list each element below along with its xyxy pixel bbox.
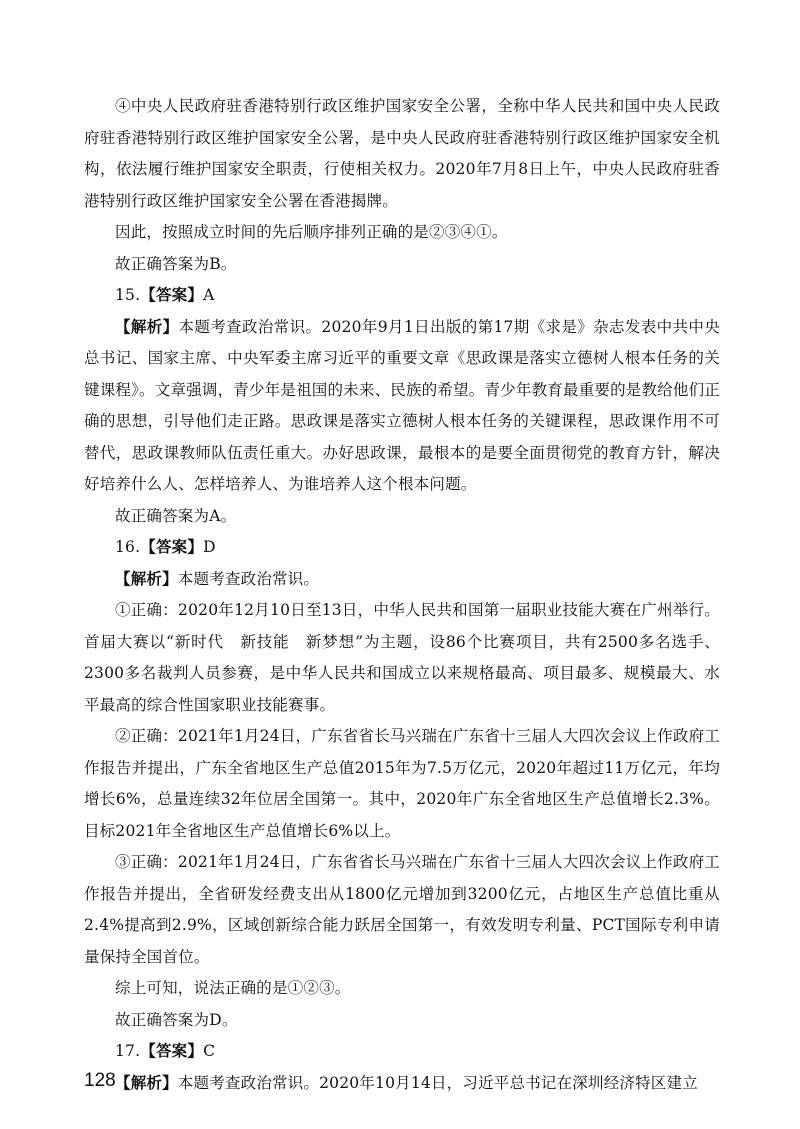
analysis-text: 本题考查政治常识。 [177,569,320,588]
answer-label: 【答案】 [140,538,204,556]
q16-item-3: ③正确：2021年1月24日，广东省省长马兴瑞在广东省十三届人大四次会议上作政府工作报告并提出，全省研发经费支出从1800亿元增加到3200亿元，占地区生产总值比重从2.4%提高到2.9%，区域创新综合能力跃居全国第一，有效发明专利量、PCT国际专利申请量保持全国首位。 [84,853,720,966]
question-number: 16. [115,538,141,556]
q17-analysis [84,1068,720,1100]
answer-value: D [203,538,216,556]
q16-answer-line [84,532,720,564]
q16-final-answer: 故正确答案为D。 [115,1010,238,1029]
analysis-label: 【解析】 [115,569,178,588]
q16-item-2: ②正确：2021年1月24日，广东省省长马兴瑞在广东省十三届人大四次会议上作政府工作报告并提出，广东全省地区生产总值2015年为7.5万亿元，2020年超过11万亿元，年均增长6%，总量连续32年位居全国第一。其中，2020年广东全省地区生产总值增长2.3%。目标2021年全省地区生产总值增长6%以上。 [84,727,720,840]
answer-value: C [203,1042,216,1060]
q17-answer-line [84,1036,720,1068]
q15-final-answer: 故正确答案为A。 [115,506,237,525]
question-number: 17. [115,1042,141,1060]
q14-item-4: ④中央人民政府驻香港特别行政区维护国家安全公署，全称中华人民共和国中央人民政府驻香港特别行政区维护国家安全公署，是中央人民政府驻香港特别行政区维护国家安全机构，依法履行维护国家安全职责，行使相关权力。2020年7月8日上午，中央人民政府驻香港特别行政区维护国家安全公署在香港揭牌。 [84,97,720,210]
q15-analysis [84,312,720,501]
answer-label: 【答案】 [140,1042,204,1060]
answer-value: A [203,286,215,304]
analysis-label: 【解析】 [115,317,179,336]
page-number: 128 [84,1070,116,1091]
question-number: 15. [115,286,141,304]
q16-analysis [84,564,720,596]
analysis-label: 【解析】 [115,1073,178,1092]
document-body [84,91,720,1099]
answer-label: 【答案】 [140,286,204,304]
analysis-text: 本题考查政治常识。2020年10月14日，习近平总书记在深圳经济特区建立 [177,1073,698,1092]
q16-item-1: ①正确：2020年12月10日至13日，中华人民共和国第一届职业技能大赛在广州举行。首届大赛以“新时代 新技能 新梦想”为主题，设86个比赛项目，共有2500多名选手、2300多名裁判人员参赛，是中华人民共和国成立以来规格最高、项目最多、规模最大、水平最高的综合性国家职业技能赛事。 [84,601,720,714]
q16-summary: 综上可知，说法正确的是①②③。 [115,979,351,997]
q15-answer-line [84,280,720,312]
q14-final-answer: 故正确答案为B。 [115,254,237,273]
q14-conclusion: 因此，按照成立时间的先后顺序排列正确的是②③④①。 [115,223,508,241]
analysis-text: 本题考查政治常识。2020年9月1日出版的第17期《求是》杂志发表中共中央总书记、国家主席、中央军委主席习近平的重要文章《思政课是落实立德树人根本任务的关键课程》。文章强调，青少年是祖国的未来、民族的希望。青少年教育最重要的是教给他们正确的思想，引导他们走正路。思政课是落实立德树人根本任务的关键课程，思政课作用不可替代，思政课教师队伍责任重大。办好思政课，最根本的是要全面贯彻党的教育方针，解决好培养什么人、怎样培养人、为谁培养人这个根本问题。 [84,317,720,493]
